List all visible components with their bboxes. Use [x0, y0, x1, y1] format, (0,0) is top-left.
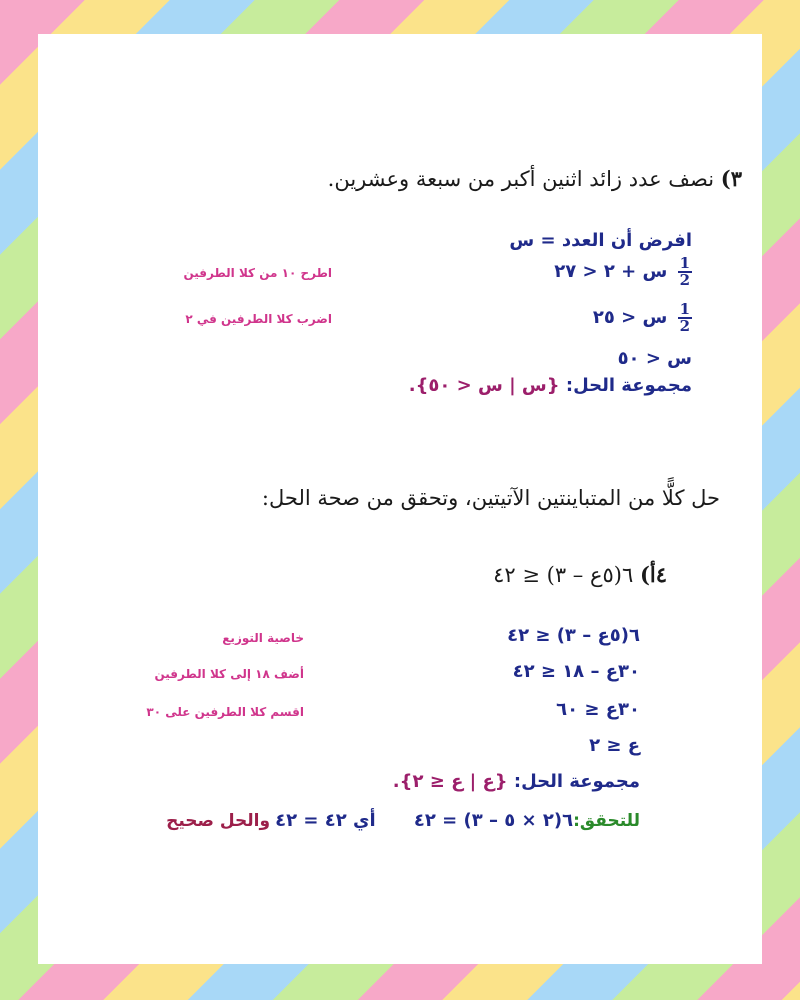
step-4a-4-expression: ع ≤ ٢ [589, 735, 640, 756]
solution-set-4a [393, 771, 640, 792]
worksheet-page [38, 34, 762, 964]
problem-3-heading [328, 166, 742, 191]
problem-3-statement: نصف عدد زائد اثنين أكبر من سبعة وعشرين. [327, 167, 715, 191]
check-expression: ٦(٢ × ٥ – ٣) = ٤٢ [413, 810, 574, 831]
check-conclusion: والحل صحيح [166, 811, 271, 831]
step-2-note: اضرب كلا الطرفين في ٢ [185, 312, 332, 326]
problem-4a-label: ٤أ) [639, 562, 667, 587]
check-label: للتحقق: [573, 811, 640, 831]
half-fraction: $\frac{1}{2}$ [679, 254, 690, 289]
section-heading: حل كلًّا من المتباينتين الآتيتين، وتحقق من صحة الحل: [261, 486, 720, 510]
step-4a-3-expression: ٣٠ع ≤ ٦٠ [556, 699, 640, 720]
solution-set-value: {س | س < ٥٠}. [408, 375, 560, 396]
solution-set-3 [409, 375, 692, 396]
check-result: أي ٤٢ = ٤٢ [275, 810, 376, 831]
solution-set-value: {ع | ع ≤ ٢}. [392, 771, 508, 792]
solution-label: مجموعة الحل: [513, 771, 640, 792]
step-4a-3-note: اقسم كلا الطرفين على ٣٠ [146, 705, 304, 719]
step-1-note: اطرح ١٠ من كلا الطرفين [183, 266, 332, 280]
solution-label: مجموعة الحل: [565, 375, 692, 396]
half-fraction: $\frac{1}{2}$ [679, 300, 690, 335]
assume-line: افرض أن العدد = س [509, 230, 692, 251]
step-1-expression: $\frac{1}{2}$ س + ٢ < ٢٧ [554, 254, 690, 289]
problem-4a-heading [493, 562, 667, 587]
step-3-expression: س < ٥٠ [617, 348, 692, 369]
step-2-expression: $\frac{1}{2}$ س < ٢٥ [592, 300, 690, 335]
step-4a-1-note: خاصية التوزيع [222, 631, 304, 645]
problem-4a-inequality: ٦(٥ع – ٣) ≤ ٤٢ [493, 563, 634, 587]
step-4a-1-expression: ٦(٥ع – ٣) ≤ ٤٢ [507, 625, 640, 646]
step-4a-2-expression: ٣٠ع – ١٨ ≤ ٤٢ [512, 661, 640, 682]
verification-line [166, 810, 640, 831]
step-4a-2-note: أضف ١٨ إلى كلا الطرفين [154, 667, 304, 681]
problem-3-number: ٣) [720, 166, 742, 191]
